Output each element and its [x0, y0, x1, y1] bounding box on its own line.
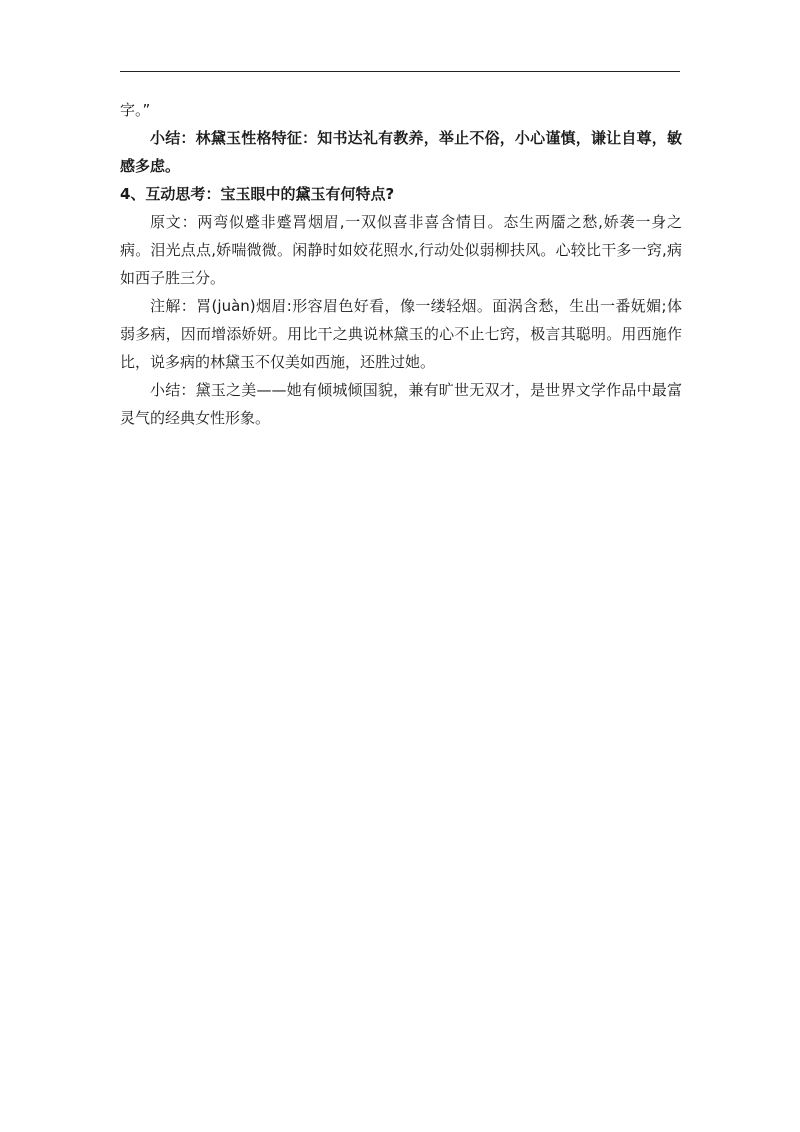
paragraph-original-text: 原文：两弯似蹙非蹙罥烟眉,一双似喜非喜含情目。态生两靥之愁,娇袭一身之病。泪光点点,娇喘微微。闲静时如姣花照水,行动处似弱柳扶风。心较比干多一窍,病如西子胜三分。	[120, 213, 682, 287]
paragraph-continuation: 字。”	[120, 101, 151, 119]
paragraph-annotation: 注解：罥(juàn)烟眉:形容眉色好看，像一缕轻烟。面涡含愁，生出一番妩媚;体弱多病，因而增添娇妍。用比干之典说林黛玉的心不止七窍，极言其聪明。用西施作比，说多病的林黛玉不仅美如西施，还胜过她。	[120, 297, 682, 371]
paragraph-summary-personality: 小结：林黛玉性格特征：知书达礼有教养，举止不俗，小心谨慎，谦让自尊，敏感多虑。	[120, 129, 682, 175]
section-heading-interactive-thinking: 4、互动思考：宝玉眼中的黛玉有何特点?	[120, 185, 395, 203]
paragraph-summary-beauty: 小结：黛玉之美——她有倾城倾国貌，兼有旷世无双才，是世界文学作品中最富灵气的经典女性形象。	[120, 381, 682, 427]
document-body	[120, 96, 682, 432]
header-rule	[120, 71, 680, 72]
